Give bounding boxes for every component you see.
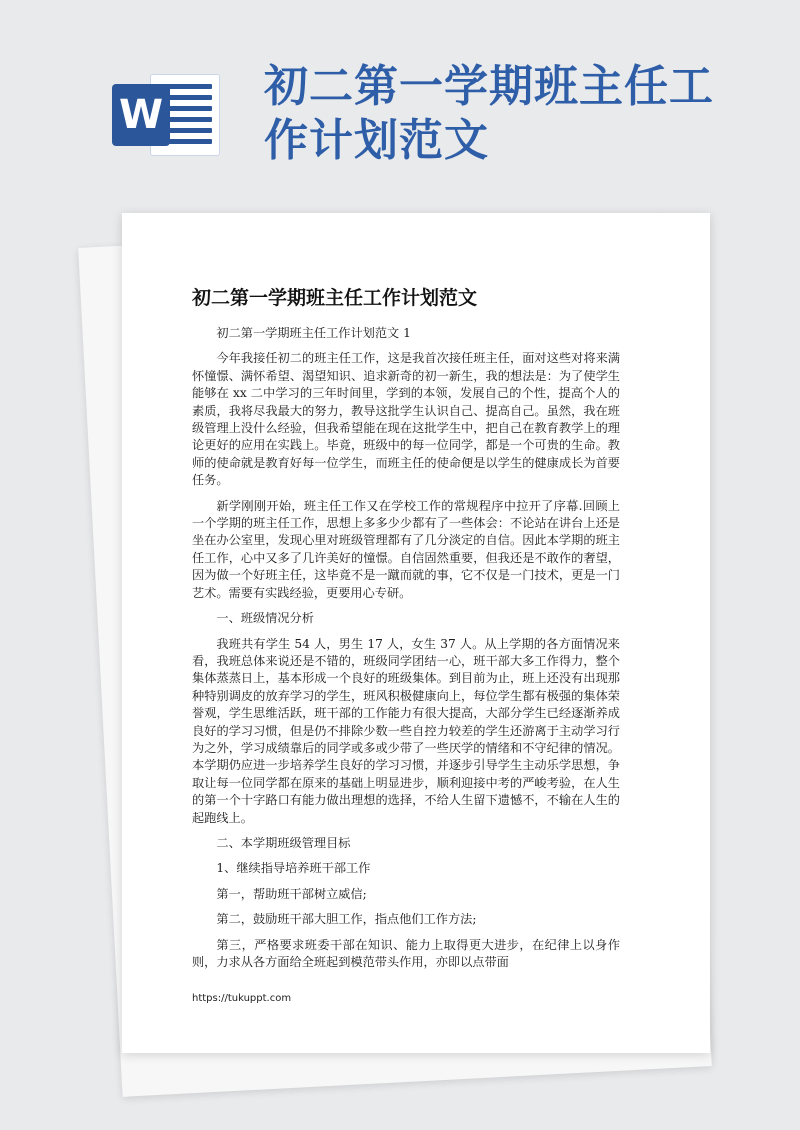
list-item: 1、继续指导培养班干部工作	[216, 861, 371, 876]
paragraph: 我班共有学生 54 人，男生 17 人，女生 37 人。从上学期的各方面情况来看，我班总体来说还是不错的，班级同学团结一心，班干部大多工作得力，整个集体蒸蒸日上，基本形成一个良好的班级集体。到目前为止，班上还没有出现那种特别调皮的放弃学习的学生，班风积极健康向上，每位学生都有极强的集体荣誉观，学生思维活跃，班干部的工作能力有很大提高，大部分学生已经逐渐养成良好的学习习惯，但是仍不排除少数一些自控力较差的学生还游离于主动学习行为之外，学习成绩靠后的同学或多或少带了一些厌学的情绪和不守纪律的情况。本学期仍应进一步培养学生良好的学习习惯，并逐步引导学生主动乐学思想，争取让每一位同学都在原来的基础上明显进步，顺利迎接中考的严峻考验，在人生的第一个十字路口有能力做出理想的选择，不给人生留下遗憾不，不输在人生的起跑线上。	[192, 636, 620, 825]
section-heading: 二、本学期班级管理目标	[216, 835, 351, 850]
paragraph: 新学刚刚开始，班主任工作又在学校工作的常规程序中拉开了序幕.回顾上一个学期的班主任工作，思想上多多少少都有了一些体会：不论站在讲台上还是坐在办公室里，发现心里对班级管理都有了几分淡定的自信。因此本学期的班主任工作，心中又多了几许美好的憧憬。自信固然重要，但我还是不敢作的奢望，因为做一个好班主任，这毕竟不是一蹴而就的事，它不仅是一门技术，更是一门艺术。需要有实践经验，更要用心专研。	[192, 498, 620, 600]
subtitle-line: 初二第一学期班主任工作计划范文 1	[216, 326, 411, 340]
list-item: 第一，帮助班干部树立威信;	[216, 886, 367, 901]
paragraph: 今年我接任初二的班主任工作，这是我首次接任班主任，面对这些对将来满怀憧憬、满怀希望、渴望知识、追求新奇的初一新生，我的想法是：为了使学生能够在 xx 二中学习的三年时间里，学到的本领，发展自己的个性，提高个人的素质，我将尽我最大的努力，教导这批学生认识自己、提高自己。虽然，我在班级管理上没什么经验，但我希望能在现在这批学生中，把自己在教育教学上的理论更好的应用在实践上。毕竟，班级中的每一位同学，都是一个可贵的生命。教师的使命就是教育好每一位学生，而班主任的使命便是以学生的健康成长为首要任务。	[192, 351, 620, 488]
header-banner	[0, 0, 800, 200]
footer-url[interactable]: https://tukuppt.com	[192, 993, 292, 1004]
document-page	[122, 213, 710, 1053]
word-badge: W	[112, 84, 170, 146]
list-item: 第二，鼓励班干部大胆工作，指点他们工作方法;	[216, 912, 477, 927]
document-body	[192, 325, 620, 979]
list-item: 第三，严格要求班委干部在知识、能力上取得更大进步，在纪律上以身作则，力求从各方面给全班起到模范带头作用，亦即以点带面	[192, 937, 620, 969]
document-title: 初二第一学期班主任工作计划范文	[192, 287, 478, 309]
word-doc-icon	[112, 70, 224, 160]
page-title: 初二第一学期班主任工作计划范文	[264, 61, 714, 166]
section-heading: 一、班级情况分析	[216, 611, 314, 626]
